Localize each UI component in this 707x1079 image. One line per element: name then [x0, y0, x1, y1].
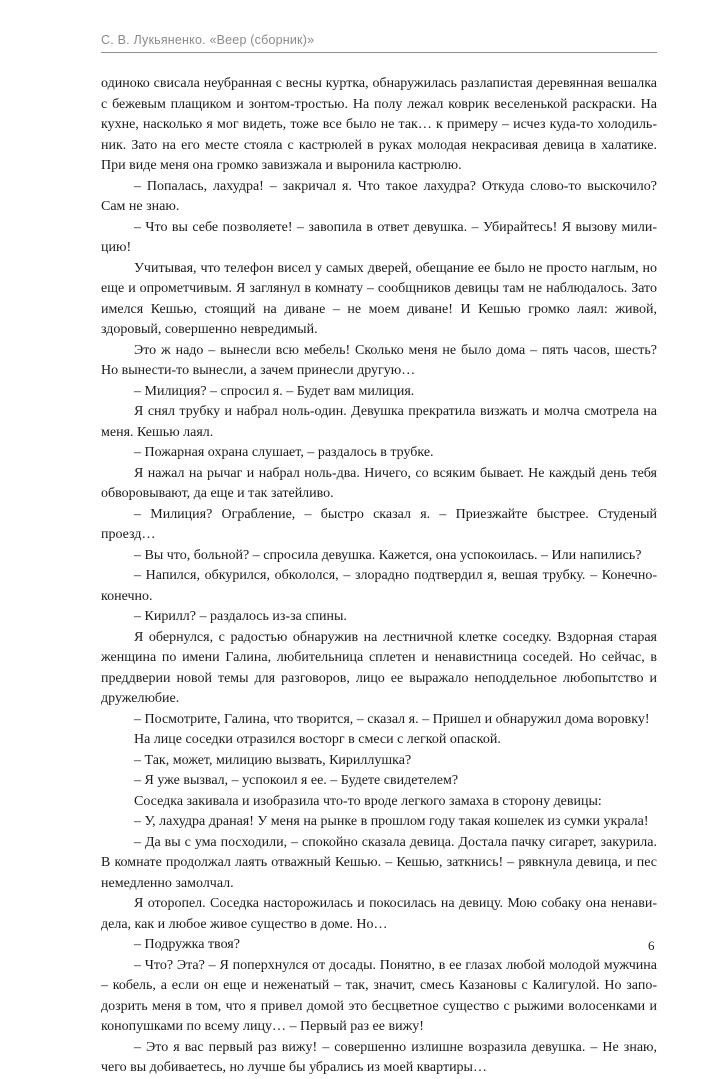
running-header: С. В. Лукьяненко. «Веер (сборник)» — [101, 33, 315, 47]
paragraph: Я снял трубку и набрал ноль-один. Девушка прекратила визжать и молча смотрела на меня. Кешью лаял. — [101, 404, 657, 440]
paragraph: – Да вы с ума посходили, – спокойно сказала девица. Достала пачку сигарет, закурила. В комнате продолжал лаять отважный Кешью. – Кешью, заткнись! – рявкнула девица, и пес немедленно замолчал. — [101, 834, 657, 891]
paragraph: Я нажал на рычаг и набрал ноль-два. Ничего, со всяким бывает. Не каждый день тебя обворовывают, да еще и так затейливо. — [101, 465, 657, 501]
paragraph: – Попалась, лахудра! – закричал я. Что такое лахудра? Откуда слово-то выскочило? Сам не знаю. — [101, 178, 657, 214]
paragraph: – Что вы себе позволяете! – завопила в ответ девушка. – Убирайтесь! Я вызову милицию! — [101, 219, 657, 255]
paragraph: – Напился, обкурился, обкололся, – злорадно подтвердил я, вешая трубку. – Конечноконечно. — [101, 568, 657, 604]
paragraph: Это ж надо – вынесли всю мебель! Сколько меня не было дома – пять часов, шесть? Но вынести-то вынесли, а зачем принесли другую… — [101, 342, 657, 378]
paragraph: – Так, может, милицию вызвать, Кириллушка? — [134, 752, 412, 768]
paragraph: Я оторопел. Соседка насторожилась и покосилась на девицу. Мою собаку она ненавидела, как и любое живое существо в доме. Но… — [101, 896, 657, 932]
paragraph: одиноко свисала неубранная с весны куртка, обнаружилась разлапистая деревянная вешалка с бежевым плащиком и зонтом-тростью. На полу лежал коврик веселенькой раскраски. На кухне, насколько я мог видеть, тоже все было не так… к примеру – исчез куда-то холодильник. Зато на его месте стояла с кастрюлей в руках молодая некрасивая девица в халатике. При виде меня она громко завизжала и выронила кастрюлю. — [101, 76, 657, 173]
paragraph: – Пожарная охрана слушает, – раздалось в трубке. — [134, 445, 434, 460]
page-number: 6 — [648, 938, 655, 953]
paragraph: – Милиция? Ограбление, – быстро сказал я. – Приезжайте быстрее. Студеный проезд… — [101, 506, 657, 542]
paragraph: – Вы что, больной? – спросила девушка. Кажется, она успокоилась. – Или напились? — [134, 547, 642, 563]
paragraph: – Что? Эта? – Я поперхнулся от досады. Понятно, в ее глазах любой молодой мужчина – кобель, а если он еще и неженатый – так, значит, смесь Казановы с Калигулой. Но заподозрить меня в том, что я привел домой это бесцветное существо с рыжими волосенками и конопушками по всему лицу… – Первый раз ее вижу! — [101, 957, 657, 1034]
paragraph: – Кирилл? – раздалось из-за спины. — [134, 609, 347, 624]
paragraph: – Я уже вызвал, – успокоил я ее. – Будете свидетелем? — [134, 773, 459, 788]
paragraph: – Это я вас первый раз вижу! – совершенно излишне возразила девушка. – Не знаю, чего вы добиваетесь, но лучше бы убрались из моей квартиры… — [101, 1039, 657, 1075]
paragraph: – Милиция? – спросил я. – Будет вам милиция. — [134, 383, 415, 399]
paragraph: – У, лахудра драная! У меня на рынке в прошлом году такая кошелек из сумки украла! — [134, 814, 649, 829]
paragraph: – Подружка твоя? — [134, 937, 240, 952]
paragraph: Учитывая, что телефон висел у самых дверей, обещание ее было не просто наглым, но еще и опрометчивым. Я заглянул в комнату – сообщников девицы там не наблюдалось. Зато имелся Кешью, стоящий на диване – не моем диване! И Кешью громко лаял: живой, здоровый, совершенно невредимый. — [101, 260, 657, 337]
paragraph: Соседка закивала и изобразила что-то вроде легкого замаха в сторону девицы: — [134, 793, 602, 809]
paragraph: На лице соседки отразился восторг в смеси с легкой опаской. — [134, 732, 501, 747]
paragraph: – Посмотрите, Галина, что творится, – сказал я. – Пришел и обнаружил дома воровку! — [134, 711, 650, 727]
body-text — [101, 74, 657, 1079]
paragraph: Я обернулся, с радостью обнаружив на лестничной клетке соседку. Вздорная старая женщина по имени Галина, любительница сплетен и ненавистница соседей. Но сейчас, в преддверии новой темы для разговоров, лицо ее выражало неподдельное любопытство и дружелюбие. — [101, 629, 657, 706]
header-rule — [101, 52, 657, 53]
